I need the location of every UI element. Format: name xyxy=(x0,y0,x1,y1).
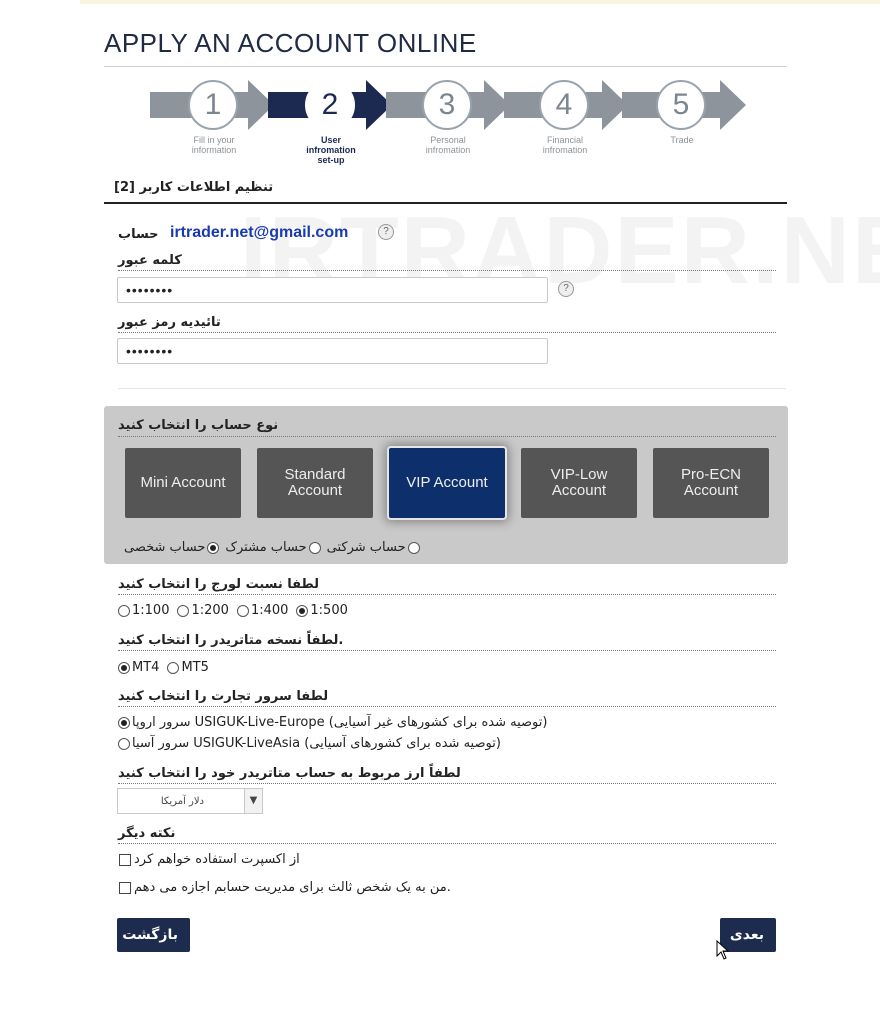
step-progress xyxy=(150,78,750,168)
chevron-down-icon[interactable]: ▼ xyxy=(244,789,262,813)
step-5-number: 5 xyxy=(656,80,706,130)
leverage-divider xyxy=(118,594,776,595)
account-type-panel xyxy=(104,406,788,564)
ownership-personal-radio[interactable] xyxy=(207,542,219,554)
back-button[interactable]: بازگشت xyxy=(117,918,190,952)
account-type-label: نوع حساب را انتخاب کنید xyxy=(118,418,279,433)
step-2-number: 2 xyxy=(305,80,355,130)
notes-checkbox-third-party[interactable] xyxy=(116,880,451,895)
leverage-option-100[interactable]: 1:100 xyxy=(116,603,169,618)
server-asia-radio[interactable] xyxy=(118,738,130,750)
leverage-400-radio[interactable] xyxy=(237,605,249,617)
leverage-option-400[interactable]: 1:400 xyxy=(235,603,288,618)
title-divider xyxy=(104,66,787,67)
server-option-europe[interactable] xyxy=(116,715,547,730)
step-1-number: 1 xyxy=(188,80,238,130)
leverage-100-radio[interactable] xyxy=(118,605,130,617)
account-help-icon[interactable]: ? xyxy=(378,224,394,240)
third-party-checkbox-text: .من به یک شخص ثالث برای مدیریت حسابم اجازه می دهم xyxy=(134,880,451,895)
step-4-label: Financial infromation xyxy=(542,135,588,155)
notes-label: نکته دیگر xyxy=(118,826,176,841)
section-heading-text: تنظیم اطلاعات کاربر [2] xyxy=(114,180,274,195)
leverage-500-radio[interactable] xyxy=(296,605,308,617)
step-4-number: 4 xyxy=(539,80,589,130)
leverage-200-radio[interactable] xyxy=(177,605,189,617)
mouse-cursor-icon xyxy=(716,940,730,960)
platform-options xyxy=(116,660,215,675)
notes-checkbox-expert[interactable] xyxy=(116,852,300,867)
confirm-password-label: تائیدیه رمز عبور xyxy=(118,315,221,330)
leverage-label: لطفا نسبت لورج را انتخاب کنید xyxy=(118,577,320,592)
ownership-corporate-option[interactable]: حساب شرکتی xyxy=(327,540,422,555)
server-divider xyxy=(118,706,776,707)
server-label: لطفا سرور تجارت را انتخاب کنید xyxy=(118,689,329,704)
server-europe-text: (توصیه شده برای کشورهای غیر آسیایی) USIGUK-Live-Europe سرور اروپا xyxy=(132,715,548,730)
ownership-options xyxy=(124,540,422,555)
expert-checkbox[interactable] xyxy=(119,854,131,866)
ownership-corporate-radio[interactable] xyxy=(408,542,420,554)
server-option-asia[interactable] xyxy=(116,736,501,751)
account-pro-ecn-button[interactable]: Pro-ECN Account xyxy=(653,448,769,518)
ownership-personal-option[interactable]: حساب شخصی xyxy=(124,540,221,555)
password-help-icon[interactable]: ? xyxy=(558,281,574,297)
expert-checkbox-text: از اکسپرت استفاده خواهم کرد xyxy=(134,852,300,867)
currency-label: لطفاً ارز مربوط به حساب متاتریدر خود را انتخاب کنید xyxy=(118,766,461,781)
platform-mt5-radio[interactable] xyxy=(167,662,179,674)
leverage-option-200[interactable]: 1:200 xyxy=(175,603,228,618)
step-3-label: Personal infromation xyxy=(425,135,471,155)
leverage-options xyxy=(116,603,354,618)
step-5-label: Trade xyxy=(670,135,694,145)
ownership-joint-radio[interactable] xyxy=(309,542,321,554)
password-label: کلمه عبور xyxy=(118,253,182,268)
platform-divider xyxy=(118,650,776,651)
account-type-divider xyxy=(118,436,776,437)
currency-divider xyxy=(118,783,776,784)
leverage-option-500[interactable]: 1:500 xyxy=(294,603,347,618)
ownership-joint-option[interactable]: حساب مشترک xyxy=(225,540,322,555)
step-3-number: 3 xyxy=(422,80,472,130)
account-email: irtrader.net@gmail.com xyxy=(170,224,349,241)
next-button[interactable]: بعدی xyxy=(720,918,776,952)
account-mini-button[interactable]: Mini Account xyxy=(125,448,241,518)
account-vip-low-button[interactable]: VIP-Low Account xyxy=(521,448,637,518)
platform-option-mt5[interactable]: MT5 xyxy=(165,660,208,675)
form-divider xyxy=(118,388,786,389)
step-1-label: Fill in your information xyxy=(191,135,237,155)
account-label: حساب xyxy=(118,227,159,242)
third-party-checkbox[interactable] xyxy=(119,882,131,894)
confirm-password-field[interactable]: •••••••• xyxy=(117,338,548,364)
page-title: APPLY AN ACCOUNT ONLINE xyxy=(104,28,477,58)
top-strip xyxy=(80,0,880,4)
account-vip-button[interactable]: VIP Account xyxy=(389,448,505,518)
password-divider xyxy=(118,270,776,271)
password-field[interactable]: •••••••• xyxy=(117,277,548,303)
notes-divider xyxy=(118,843,776,844)
currency-selected-value: دلار آمریکا xyxy=(160,796,204,807)
server-europe-radio[interactable] xyxy=(118,717,130,729)
confirm-password-divider xyxy=(118,332,776,333)
section-heading xyxy=(104,176,787,204)
platform-label: .لطفاً نسخه متاتریدر را انتخاب کنید xyxy=(118,633,344,648)
platform-option-mt4[interactable]: MT4 xyxy=(116,660,159,675)
step-2-label: User infromation set-up xyxy=(306,135,356,165)
currency-select[interactable] xyxy=(117,788,263,814)
server-asia-text: (توصیه شده برای کشورهای آسیایی) USIGUK-LiveAsia سرور آسیا xyxy=(132,736,501,751)
account-standard-button[interactable]: Standard Account xyxy=(257,448,373,518)
platform-mt4-radio[interactable] xyxy=(118,662,130,674)
